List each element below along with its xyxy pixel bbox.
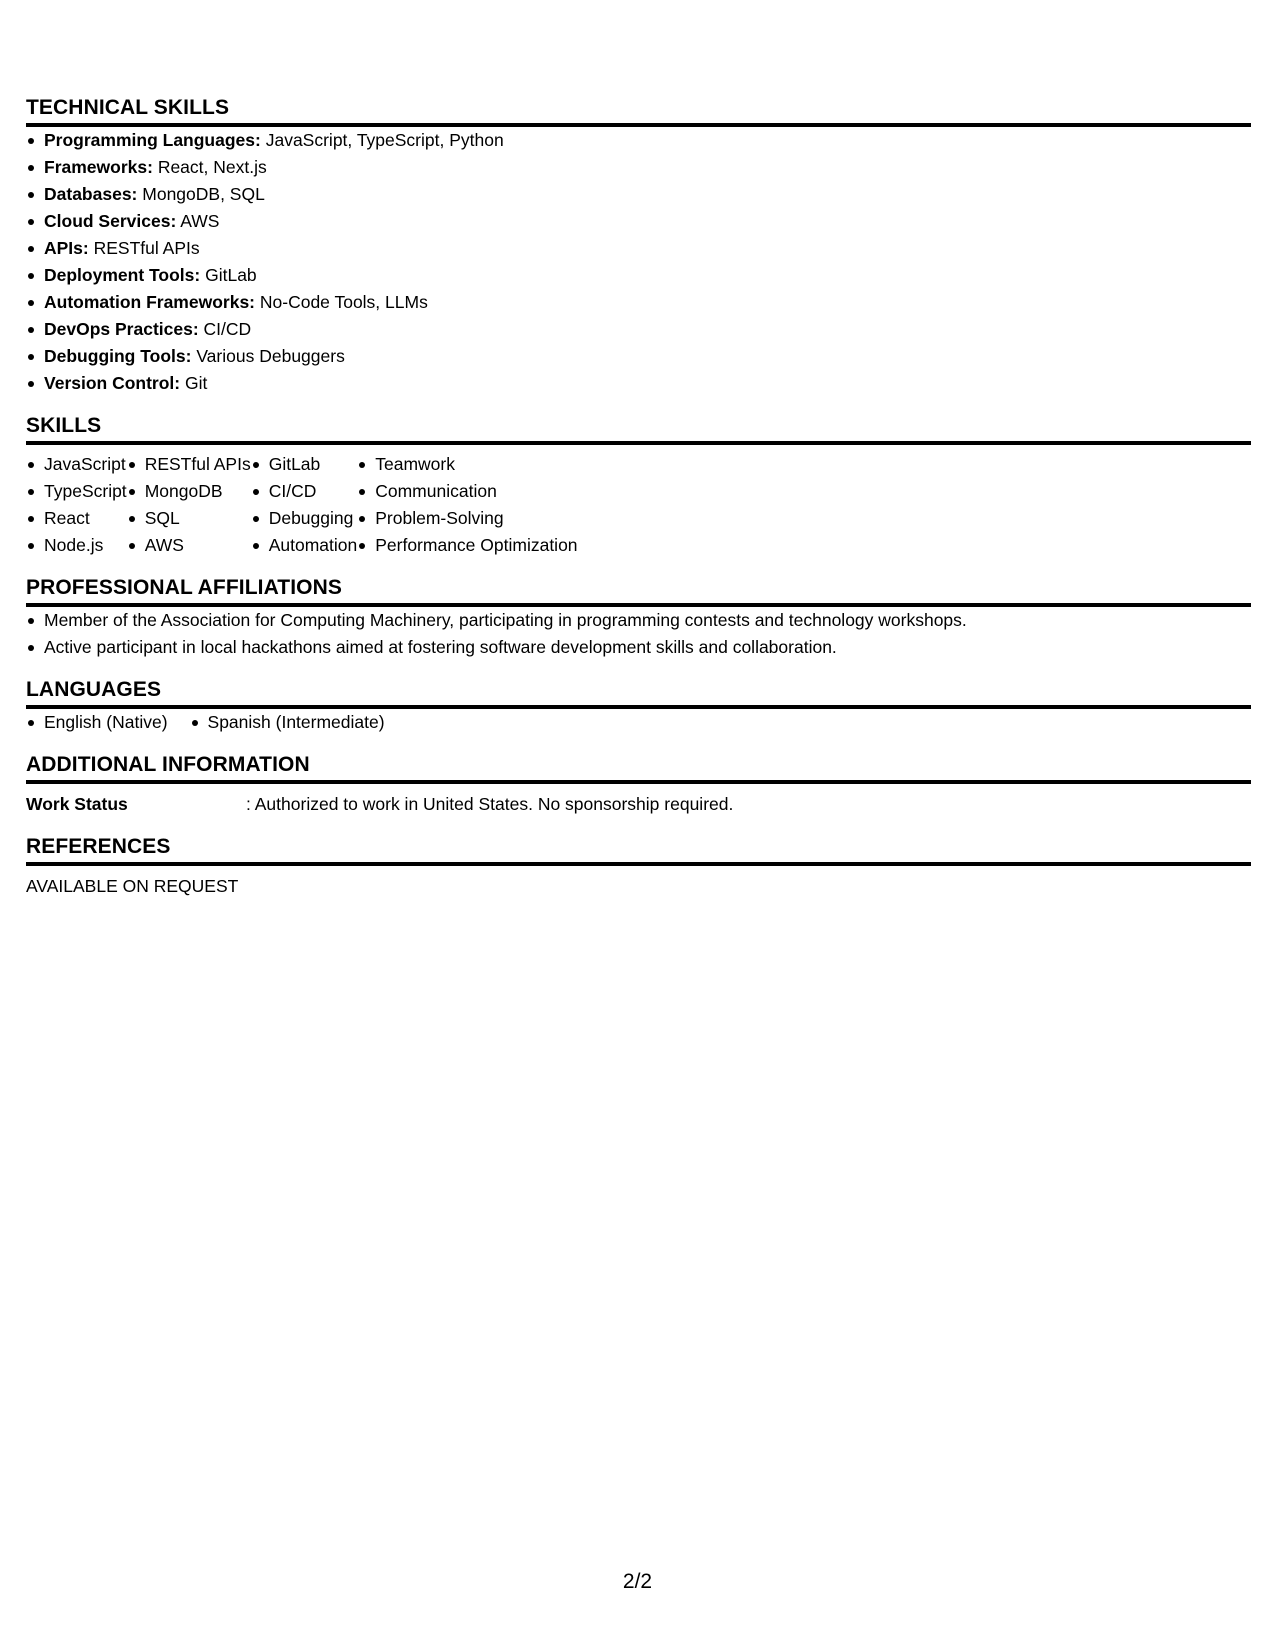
skills-grid (26, 451, 1251, 559)
section-heading: TECHNICAL SKILLS (26, 96, 1251, 127)
list-item: React (26, 505, 127, 532)
references-section (26, 835, 1251, 900)
item-label: Deployment Tools: (44, 265, 201, 285)
info-row (26, 791, 1251, 818)
info-key: Work Status (26, 794, 128, 814)
list-item: GitLab (251, 451, 358, 478)
list-item (26, 370, 1251, 397)
technical-skills-section (26, 96, 1251, 397)
additional-info-section (26, 753, 1251, 818)
section-heading: ADDITIONAL INFORMATION (26, 753, 1251, 784)
item-label: Debugging Tools: (44, 346, 192, 366)
list-item (26, 343, 1251, 370)
item-label: Programming Languages: (44, 130, 261, 150)
item-label: DevOps Practices: (44, 319, 199, 339)
resume-page (26, 96, 1251, 900)
item-value: No-Code Tools, LLMs (259, 292, 428, 312)
list-item (26, 289, 1251, 316)
languages-list (26, 709, 1251, 736)
item-value: JavaScript, TypeScript, Python (265, 130, 504, 150)
section-heading: LANGUAGES (26, 678, 1251, 709)
item-value: React, Next.js (157, 157, 267, 177)
affiliations-section (26, 576, 1251, 661)
list-item: Active participant in local hackathons aimed at fostering software development skills and collaboration. (26, 634, 1251, 661)
list-item: English (Native) (26, 709, 168, 736)
technical-skills-list (26, 127, 1251, 397)
list-item: Spanish (Intermediate) (190, 709, 385, 736)
list-item: Communication (357, 478, 577, 505)
list-item: JavaScript (26, 451, 127, 478)
skills-column (127, 451, 251, 559)
list-item: Debugging (251, 505, 358, 532)
skills-column (26, 451, 127, 559)
list-item (26, 316, 1251, 343)
skills-column (251, 451, 358, 559)
languages-section (26, 678, 1251, 736)
list-item: RESTful APIs (127, 451, 251, 478)
list-item: SQL (127, 505, 251, 532)
list-item (26, 154, 1251, 181)
item-label: Version Control: (44, 373, 181, 393)
section-heading: REFERENCES (26, 835, 1251, 866)
item-value: AWS (180, 211, 220, 231)
item-value: GitLab (205, 265, 257, 285)
item-label: Databases: (44, 184, 138, 204)
item-value: MongoDB, SQL (142, 184, 265, 204)
item-value: Various Debuggers (196, 346, 345, 366)
list-item (26, 127, 1251, 154)
references-text: AVAILABLE ON REQUEST (26, 876, 239, 896)
list-item (26, 181, 1251, 208)
list-item: Teamwork (357, 451, 577, 478)
list-item (26, 262, 1251, 289)
skills-section (26, 414, 1251, 559)
list-item: MongoDB (127, 478, 251, 505)
item-label: Cloud Services: (44, 211, 177, 231)
list-item: Problem-Solving (357, 505, 577, 532)
section-heading: PROFESSIONAL AFFILIATIONS (26, 576, 1251, 607)
item-value: RESTful APIs (93, 238, 200, 258)
item-label: Automation Frameworks: (44, 292, 255, 312)
item-value: CI/CD (203, 319, 252, 339)
list-item: Automation (251, 532, 358, 559)
list-item: Member of the Association for Computing Machinery, participating in programming contests and technology workshops. (26, 607, 1251, 634)
list-item: CI/CD (251, 478, 358, 505)
list-item: TypeScript (26, 478, 127, 505)
item-label: Frameworks: (44, 157, 153, 177)
item-label: APIs: (44, 238, 89, 258)
skills-column (357, 451, 577, 559)
section-heading: SKILLS (26, 414, 1251, 445)
list-item: Node.js (26, 532, 127, 559)
affiliations-list (26, 607, 1251, 661)
list-item (26, 235, 1251, 262)
info-value: : Authorized to work in United States. No sponsorship required. (246, 794, 734, 814)
page-number: 2/2 (622, 1570, 653, 1593)
item-value: Git (185, 373, 208, 393)
list-item (26, 208, 1251, 235)
list-item: AWS (127, 532, 251, 559)
list-item: Performance Optimization (357, 532, 577, 559)
